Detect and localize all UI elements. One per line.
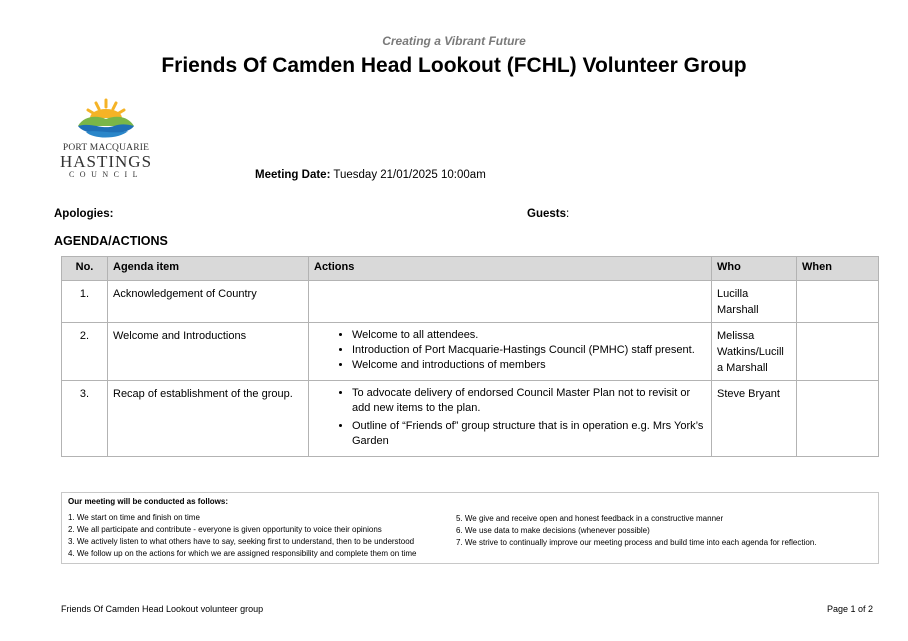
- guests-colon: :: [566, 208, 570, 220]
- col-header-when: When: [797, 257, 879, 281]
- conduct-right-column: [456, 513, 817, 549]
- who-cell: Lucilla Marshall: [712, 281, 797, 323]
- col-header-who: Who: [712, 257, 797, 281]
- action-item: • Introduction of Port Macquarie-Hastings Council (PMHC) staff present.: [352, 343, 706, 358]
- agenda-table: [61, 256, 879, 457]
- conduct-rule: 3. We actively listen to what others have to say, seeking first to understand, then to be understood: [68, 537, 415, 546]
- action-item: • Welcome to all attendees.: [352, 328, 706, 343]
- logo-text-port-macquarie: PORT MACQUARIE: [62, 143, 150, 153]
- row-number: 3.: [62, 381, 108, 457]
- meeting-conduct-box: [61, 492, 879, 564]
- when-cell: [797, 281, 879, 323]
- conduct-rule: 1. We start on time and finish on time: [68, 513, 200, 522]
- action-item: • To advocate delivery of endorsed Council Master Plan not to revisit or add new items to the plan.: [352, 386, 706, 416]
- col-header-actions: Actions: [309, 257, 712, 281]
- meeting-date: [255, 169, 486, 181]
- council-logo: [58, 98, 154, 182]
- conduct-rule: 7. We strive to continually improve our meeting process and build time into each agenda for reflection.: [456, 538, 817, 547]
- logo-text-hastings: HASTINGS: [59, 152, 153, 171]
- guests-field: [527, 208, 569, 220]
- who-cell: Steve Bryant: [712, 381, 797, 457]
- tagline: Creating a Vibrant Future: [382, 34, 526, 48]
- row-number: 1.: [62, 281, 108, 323]
- conduct-rule: 5. We give and receive open and honest feedback in a constructive manner: [456, 514, 724, 523]
- agenda-item: Acknowledgement of Country: [108, 281, 309, 323]
- apologies-field: [54, 208, 113, 220]
- action-item: • Outline of “Friends of” group structure that is in operation e.g. Mrs York’s Garden: [352, 419, 706, 449]
- table-row: [62, 381, 879, 457]
- col-header-agenda-item: Agenda item: [108, 257, 309, 281]
- col-header-no: No.: [62, 257, 108, 281]
- council-logo-icon: [74, 98, 138, 142]
- footer-group-name: Friends Of Camden Head Lookout volunteer group: [61, 604, 264, 614]
- table-row: [62, 323, 879, 381]
- when-cell: [797, 381, 879, 457]
- actions-list: [314, 386, 706, 449]
- document-title: Friends Of Camden Head Lookout (FCHL) Volunteer Group: [161, 54, 747, 77]
- actions-cell: [309, 381, 712, 457]
- action-item: • Welcome and introductions of members: [352, 358, 706, 373]
- table-row: [62, 281, 879, 323]
- agenda-header-row: [62, 257, 879, 281]
- apologies-label: Apologies:: [54, 208, 114, 220]
- row-number: 2.: [62, 323, 108, 381]
- who-cell: Melissa Watkins/Lucill a Marshall: [712, 323, 797, 381]
- when-cell: [797, 323, 879, 381]
- meeting-date-value: Tuesday 21/01/2025 10:00am: [330, 169, 486, 181]
- agenda-item: Welcome and Introductions: [108, 323, 309, 381]
- conduct-rule: 4. We follow up on the actions for which we are assigned responsibility and complete them on time: [68, 549, 417, 558]
- agenda-item: Recap of establishment of the group.: [108, 381, 309, 457]
- actions-cell: [309, 323, 712, 381]
- agenda-heading: AGENDA/ACTIONS: [54, 234, 168, 248]
- conduct-title: Our meeting will be conducted as follows:: [68, 497, 229, 506]
- actions-cell: [309, 281, 712, 323]
- conduct-left-column: [68, 512, 416, 560]
- guests-label: Guests: [527, 208, 566, 220]
- conduct-rule: 6. We use data to make decisions (whenever possible): [456, 526, 650, 535]
- actions-list: [314, 328, 706, 373]
- logo-text-council: COUNCIL: [68, 170, 144, 179]
- page-number: Page 1 of 2: [826, 604, 873, 614]
- conduct-rule: 2. We all participate and contribute - everyone is given opportunity to voice their opinions: [68, 525, 382, 534]
- meeting-date-label: Meeting Date:: [255, 169, 331, 181]
